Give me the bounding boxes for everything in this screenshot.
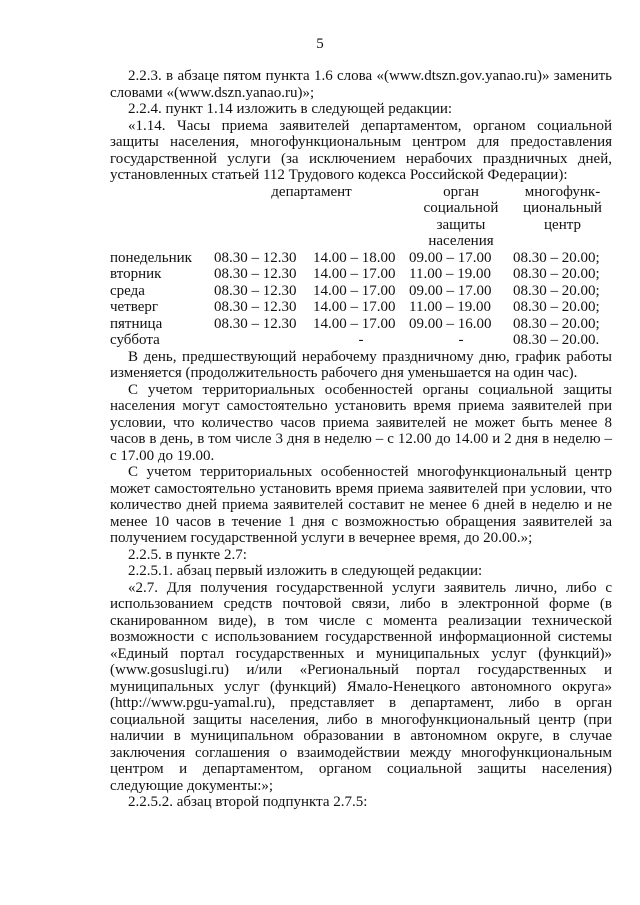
row-mfc: 08.30 – 20.00. [513, 332, 600, 348]
table-row [110, 316, 612, 333]
row-mfc: 08.30 – 20.00; [513, 249, 600, 266]
row-dep-afternoon: 14.00 – 17.00 [313, 282, 396, 299]
row-mfc: 08.30 – 20.00; [513, 299, 600, 315]
row-dep-afternoon: 14.00 – 18.00 [313, 249, 396, 266]
row-day: понедельник [110, 249, 192, 266]
row-dep-morning: 08.30 – 12.30 [214, 299, 297, 315]
row-dep-morning: 08.30 – 12.30 [214, 249, 297, 266]
row-social-org: 09.00 – 17.00 [409, 282, 492, 299]
table-header-row [110, 184, 612, 250]
table-row [110, 299, 612, 316]
row-day: среда [110, 282, 145, 299]
page-number: 5 [316, 36, 324, 52]
paragraph-mfc-hours: С учетом территориальных особенностей многофункциональный центр может самостоятельно установить время приема заявителей при условии, что количество дней приема заявителей составит не менее 6 дней в неделю и не менее 10 часов в течение 1 дня с возможностью обращения заявителей за получением государственной услуги в вечернее время, до 20.00.»; [110, 464, 612, 546]
paragraph-2-2-5-1: 2.2.5.1. абзац первый изложить в следующей редакции: [128, 563, 483, 579]
paragraph-holiday-note: В день, предшествующий нерабочему праздничному дню, график работы изменяется (продолжительность рабочего дня уменьшается на один час). [110, 348, 612, 381]
row-mfc: 08.30 – 20.00; [513, 315, 600, 332]
header-social-org: орган социальной защиты населения [423, 183, 499, 249]
header-empty [110, 184, 214, 250]
row-social-org: 11.00 – 19.00 [409, 266, 491, 282]
row-day: вторник [110, 266, 162, 282]
table-row [110, 266, 612, 283]
row-social-org: 11.00 – 19.00 [409, 299, 491, 315]
header-mfc: многофунк-циональный центр [523, 183, 602, 233]
row-dep-morning: 08.30 – 12.30 [214, 315, 297, 332]
row-social-org: - [458, 332, 464, 348]
paragraph-2-2-3: 2.2.3. в абзаце пятом пункта 1.6 слова «(www.dtszn.gov.yanao.ru)» заменить словами «(www.dszn.yanao.ru)»; [110, 68, 612, 101]
row-social-org: 09.00 – 17.00 [409, 249, 492, 266]
row-mfc: 08.30 – 20.00; [513, 266, 600, 282]
paragraph-2-2-5: 2.2.5. в пункте 2.7: [128, 546, 247, 563]
table-row [110, 283, 612, 300]
row-dep-afternoon: - [358, 332, 364, 348]
row-day: суббота [110, 332, 160, 348]
table-row [110, 332, 612, 349]
row-day: четверг [110, 299, 159, 315]
row-dep-morning: 08.30 – 12.30 [214, 266, 297, 282]
paragraph-2-7: «2.7. Для получения государственной услуги заявитель лично, либо с использованием средств почтовой связи, либо в электронной форме (в сканированном виде), в том числе с момента реализации технической возможности с использованием государственной информационной системы «Единый портал государственных и муниципальных услуг (функций)» (www.gosuslugi.ru) и/или «Региональный портал государственных и муниципальных услуг (функций) Ямало-Ненецкого автономного округа» (http://www.pgu-yamal.ru), представляет в департамент, либо в орган социальной защиты населения, либо в многофункциональный центр (при наличии в муниципальном образовании в автономном округе, в случае заключения соглашения о взаимодействии между многофункциональным центром и департаментом, органом социальной защиты населения) следующие документы:»; [110, 579, 612, 794]
row-dep-afternoon: 14.00 – 17.00 [313, 299, 396, 315]
document-body [110, 68, 612, 811]
row-mfc: 08.30 – 20.00; [513, 282, 600, 299]
table-row [110, 250, 612, 267]
row-dep-afternoon: 14.00 – 17.00 [313, 266, 396, 282]
row-day: пятница [110, 315, 163, 332]
row-social-org: 09.00 – 16.00 [409, 315, 492, 332]
paragraph-2-2-4: 2.2.4. пункт 1.14 изложить в следующей редакции: [128, 101, 453, 117]
header-department: департамент [271, 183, 352, 200]
paragraph-2-2-5-2: 2.2.5.2. абзац второй подпункта 2.7.5: [128, 794, 368, 810]
paragraph-1-14: «1.14. Часы приема заявителей департаментом, органом социальной защиты населения, многофункциональным центром для предоставления государственной услуги (за исключением нерабочих праздничных дней, установленных статьей 112 Трудового кодекса Российской Федерации): [110, 117, 612, 183]
row-dep-morning [214, 332, 313, 349]
row-dep-afternoon: 14.00 – 17.00 [313, 315, 396, 332]
row-dep-morning: 08.30 – 12.30 [214, 282, 297, 299]
reception-hours-table [110, 184, 612, 349]
paragraph-social-org-hours: С учетом территориальных особенностей органы социальной защиты населения могут самостоятельно установить время приема заявителей при условии, что количество часов приема заявителей не может быть менее 8 часов в день, в том числе 3 дня в неделю – с 12.00 до 14.00 и 2 дня в неделю – с 17.00 до 19.00. [110, 381, 612, 464]
